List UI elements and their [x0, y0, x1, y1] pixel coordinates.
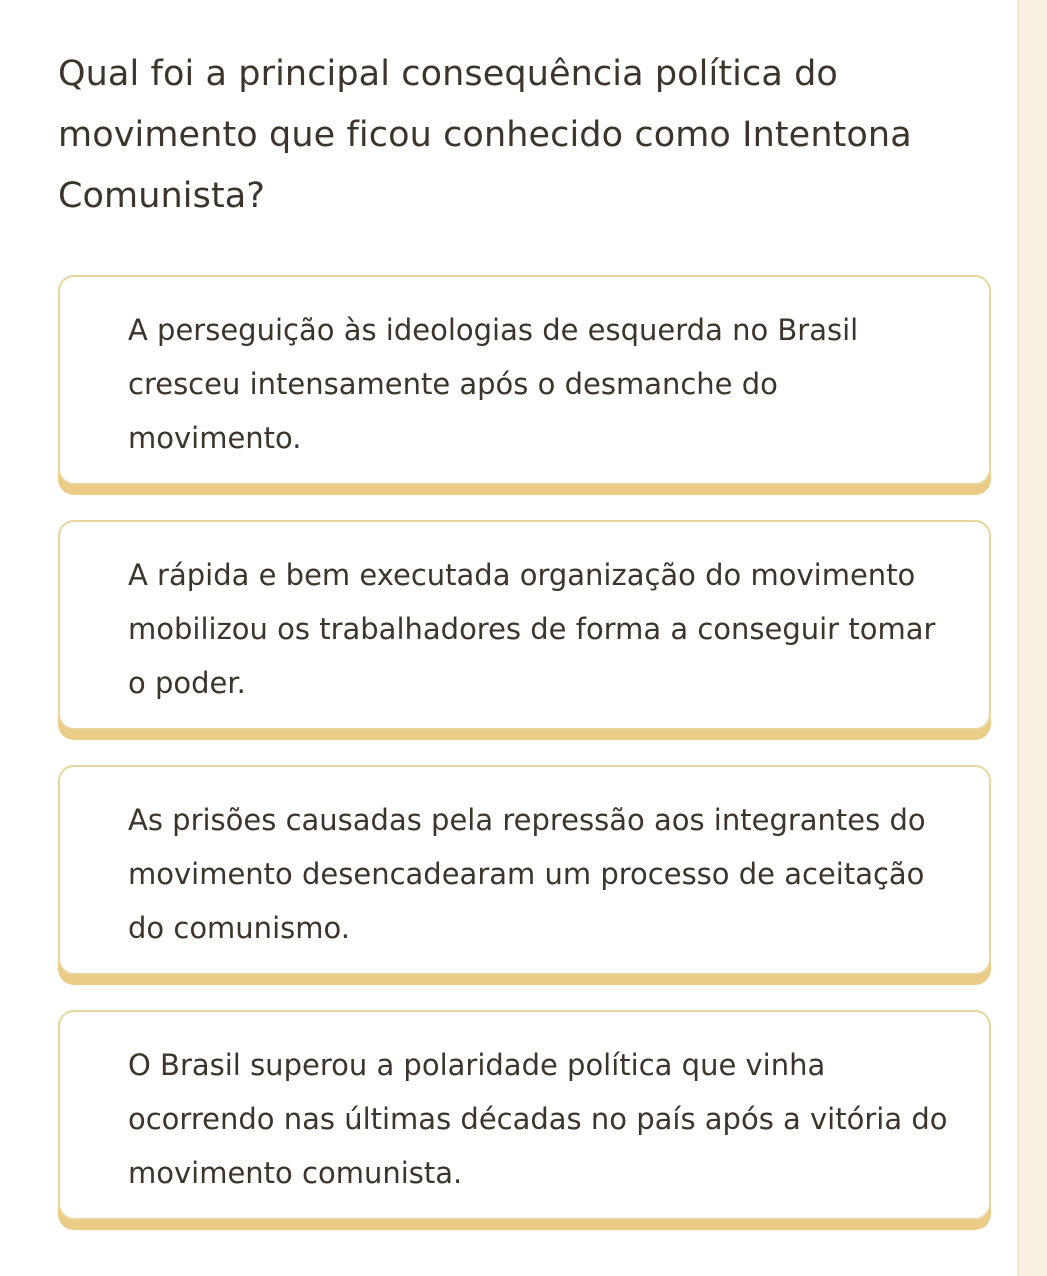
answer-options: [58, 275, 991, 1255]
answer-option-text: A rápida e bem executada organização do movimento mobilizou os trabalhadores de forma a conseguir tomar o poder.: [128, 558, 936, 700]
answer-option-text: As prisões causadas pela repressão aos integrantes do movimento desencadearam um processo de aceitação do comunismo.: [128, 803, 926, 945]
answer-option-4[interactable]: [58, 1010, 991, 1220]
answer-option-3[interactable]: [58, 765, 991, 975]
scrollbar-track[interactable]: [1017, 0, 1047, 1276]
answer-option-2[interactable]: [58, 520, 991, 730]
answer-option-text: A perseguição às ideologias de esquerda no Brasil cresceu intensamente após o desmanche do movimento.: [128, 313, 859, 455]
answer-option-1[interactable]: [58, 275, 991, 485]
question-text: Qual foi a principal consequência política do movimento que ficou conhecido como Intentona Comunista?: [58, 54, 912, 216]
answer-option-text: O Brasil superou a polaridade política que vinha ocorrendo nas últimas décadas no país após a vitória do movimento comunista.: [128, 1048, 948, 1190]
